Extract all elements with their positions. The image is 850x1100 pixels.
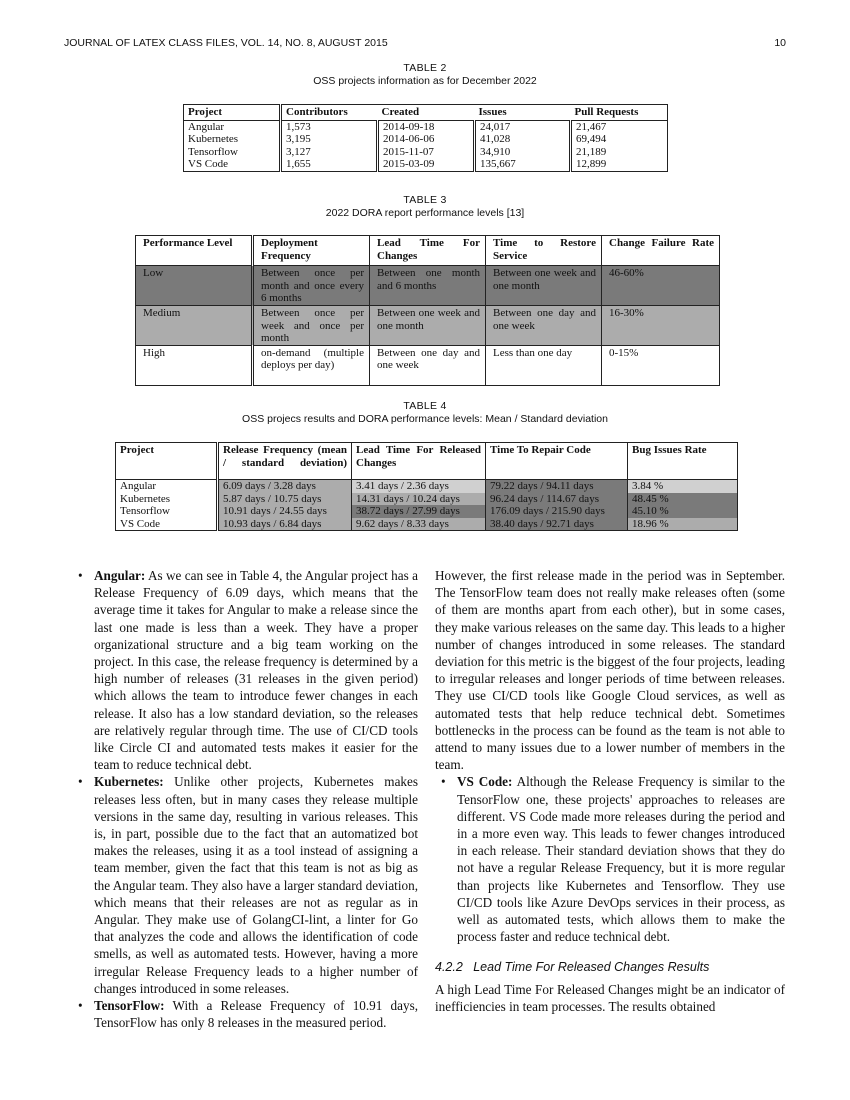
table-cell: 2014-09-18 bbox=[378, 120, 475, 133]
table4-col-time-to-repair: Time To Repair Code bbox=[486, 443, 628, 480]
table-cell: 2015-03-09 bbox=[378, 158, 475, 171]
table4 bbox=[115, 442, 738, 531]
table4-col-lead-time: Lead Time For Released Changes bbox=[352, 443, 486, 480]
table-cell: Angular bbox=[184, 120, 281, 133]
page-number: 10 bbox=[774, 37, 786, 49]
table-cell: 16-30% bbox=[602, 306, 720, 346]
table-cell: 21,189 bbox=[576, 145, 607, 158]
table-cell: High bbox=[136, 345, 253, 385]
table-cell: Kubernetes bbox=[184, 133, 281, 146]
table-cell: 1,655 bbox=[281, 158, 378, 171]
table-cell: 14.31 days / 10.24 days bbox=[352, 493, 486, 506]
table-cell: 10.91 days / 24.55 days bbox=[218, 505, 352, 518]
table-cell: 21,467 bbox=[571, 120, 668, 133]
table-cell: 34,910 bbox=[475, 146, 571, 159]
table4-col-project: Project bbox=[116, 443, 218, 480]
table2-col-created: Created bbox=[378, 105, 475, 121]
table4-title: OSS projecs results and DORA performance levels: Mean / Standard deviation bbox=[242, 413, 608, 425]
tensorflow-text: With a Release Frequency of 10.91 days, TensorFlow has only 8 releases in the measured period. bbox=[94, 998, 418, 1031]
table-cell: 45.10 % bbox=[628, 505, 738, 518]
table-cell: 176.09 days / 215.90 days bbox=[486, 505, 628, 518]
table3-col-time-to-restore: Time to Restore Service bbox=[486, 236, 602, 266]
table-cell: Low bbox=[136, 266, 253, 306]
list-item-vscode bbox=[441, 773, 785, 945]
table-cell: 3,127 bbox=[281, 146, 378, 159]
table-cell: 96.24 days / 114.67 days bbox=[486, 493, 628, 506]
table3-title: 2022 DORA report performance levels [13] bbox=[325, 207, 525, 219]
table-cell: 69,494 bbox=[576, 133, 607, 145]
angular-text: As we can see in Table 4, the Angular project has a Release Frequency of 6.09 days, which means that the average time it takes for Angular to make a release since the last one made is less than a week. They have a proper organizational structure and a big team working on the project. In this case, the release frequency is determined by a high number of releases (31 releases in the given period) which allows the team to introduce fewer changes in each release. It also has a low standard deviation, so the releases are relatively regular through time. The use of CI/CD tools like Circle CI and automated tests makes it easier for the team to reduce technical debt. bbox=[94, 568, 418, 773]
table4-col-release-frequency: Release Frequency (mean / standard deviation) bbox=[218, 443, 352, 480]
table-row bbox=[116, 505, 738, 518]
table-cell: 6.09 days / 3.28 days bbox=[218, 480, 352, 493]
table-cell: 79.22 days / 94.11 days bbox=[486, 480, 628, 493]
table4-caption bbox=[0, 400, 850, 426]
table-cell: Medium bbox=[136, 306, 253, 346]
tensorflow-term: TensorFlow: bbox=[94, 998, 165, 1014]
table-cell: 46-60% bbox=[602, 266, 720, 306]
table-cell: 2015-11-07 bbox=[378, 146, 475, 159]
table-cell: Angular bbox=[116, 480, 218, 493]
table2-title: OSS projects information as for December 2022 bbox=[313, 75, 537, 87]
table-cell: Tensorflow bbox=[184, 146, 281, 159]
table-cell: VS Code bbox=[116, 518, 218, 531]
table-cell: 9.62 days / 8.33 days bbox=[352, 518, 486, 531]
table-row bbox=[116, 493, 738, 506]
table-cell: 12,899 bbox=[576, 158, 607, 170]
table-cell: 48.45 % bbox=[628, 493, 738, 506]
table3-col-performance-level: Performance Level bbox=[136, 236, 253, 266]
table3-header-row bbox=[136, 236, 720, 266]
table2-col-pull-requests: Pull Requests bbox=[571, 105, 668, 121]
table-cell: 135,667 bbox=[475, 158, 571, 171]
table-row bbox=[184, 146, 668, 159]
table2-caption bbox=[0, 62, 850, 88]
vscode-text: Although the Release Frequency is similar to the TensorFlow one, these projects' approaches to releases are different. VS Code made more releases during the period and in a more even way. This leads to fewer changes introduced in each release. Their standard deviation shows that they do not have a regular Release Frequency, but it is more regular than projects like Kubernetes and Tensorflow. They use CI/CD tools like Azure DevOps services in their process, as well as automated tests, which allows them to make the process faster and reduce technical debt. bbox=[457, 774, 785, 945]
table-cell: Kubernetes bbox=[116, 493, 218, 506]
table2 bbox=[183, 104, 668, 172]
body-column-left bbox=[78, 567, 418, 1031]
tensorflow-continuation: However, the first release made in the period was in September. The TensorFlow team does not really make releases often (some of them are months apart from each other), but in some cases, they make various releases on the same day. This leads to a higher number of changes introduced in some releases. The standard deviation for this metric is the biggest of the four projects, leading to irregular releases and longer periods of time between releases. They use CI/CD tools like Google Cloud services, as well as automated tests that help reduce technical debt. Sometimes bottlenecks in the process can be found as the team is not able to attend to many issues due to a lower number of members in the team. bbox=[435, 568, 785, 773]
table-row bbox=[184, 133, 668, 146]
kubernetes-term: Kubernetes: bbox=[94, 774, 164, 790]
table-cell: Between one day and one week bbox=[486, 306, 602, 346]
table-cell: 2014-06-06 bbox=[378, 133, 475, 146]
table-cell: 5.87 days / 10.75 days bbox=[218, 493, 352, 506]
table-cell: VS Code bbox=[184, 158, 281, 171]
table-cell: 3.41 days / 2.36 days bbox=[352, 480, 486, 493]
table-cell: on-demand (multiple deploys per day) bbox=[253, 345, 370, 385]
table-cell: Between one month and 6 months bbox=[370, 266, 486, 306]
kubernetes-text: Unlike other projects, Kubernetes makes releases less often, but in many cases they release multiple versions in the same day, resulting in various releases. This is, in part, possible due to the fact that an automatized bot makes the releases, using it as a tool instead of assigning a team member, given the fact that this team is not as big as the Angular team. They also have a larger standard deviation, which means that their releases are not as regular as in Angular. They make use of GolangCI-lint, a linter for Go that analyzes the code and allows the identification of code smells, as well as automated tests. However, having a more irregular Release Frequency leads to a higher number of changes introduced in some releases. bbox=[94, 774, 418, 996]
table-cell: 38.72 days / 27.99 days bbox=[352, 505, 486, 518]
table3-col-change-failure-rate: Change Failure Rate bbox=[602, 236, 720, 266]
table-row bbox=[184, 158, 668, 171]
table-row bbox=[116, 518, 738, 531]
table4-label: TABLE 4 bbox=[403, 400, 447, 412]
table-cell: Between one week and one month bbox=[486, 266, 602, 306]
list-item-kubernetes bbox=[78, 773, 418, 997]
table-cell: Between one day and one week bbox=[370, 345, 486, 385]
journal-name: JOURNAL OF LATEX CLASS FILES, VOL. 14, NO. 8, AUGUST 2015 bbox=[64, 37, 388, 49]
table4-header-row bbox=[116, 443, 738, 480]
table-cell: 24,017 bbox=[475, 120, 571, 133]
table2-label: TABLE 2 bbox=[403, 62, 447, 74]
table2-col-project: Project bbox=[184, 105, 281, 121]
table2-col-contributors: Contributors bbox=[281, 105, 378, 121]
table-cell: 1,573 bbox=[281, 120, 378, 133]
running-header bbox=[64, 37, 786, 49]
table-cell: 0-15% bbox=[602, 345, 720, 385]
table-cell: 10.93 days / 6.84 days bbox=[218, 518, 352, 531]
body-column-right bbox=[435, 567, 785, 1015]
table-cell: 38.40 days / 92.71 days bbox=[486, 518, 628, 531]
table-cell: Less than one day bbox=[486, 345, 602, 385]
table-row bbox=[136, 345, 720, 385]
subsection-heading: 4.2.2 Lead Time For Released Changes Results bbox=[435, 960, 710, 975]
vscode-term: VS Code: bbox=[457, 774, 513, 790]
table-cell: 3,195 bbox=[281, 133, 378, 146]
angular-term: Angular: bbox=[94, 568, 146, 583]
table3-col-lead-time: Lead Time For Changes bbox=[370, 236, 486, 266]
list-item-angular bbox=[78, 567, 418, 773]
table3-caption bbox=[0, 194, 850, 220]
table2-col-issues: Issues bbox=[475, 105, 571, 121]
table-cell: Tensorflow bbox=[116, 505, 218, 518]
table-cell: Between once per week and once per month bbox=[253, 306, 370, 346]
table-row bbox=[116, 480, 738, 493]
table-row bbox=[136, 306, 720, 346]
table-cell: Between one week and one month bbox=[370, 306, 486, 346]
table2-header-row bbox=[184, 105, 668, 121]
list-item-tensorflow bbox=[78, 997, 418, 1031]
table3-label: TABLE 3 bbox=[403, 194, 447, 206]
table-cell: 18.96 % bbox=[628, 518, 738, 531]
table4-col-bug-issues-rate: Bug Issues Rate bbox=[628, 443, 738, 480]
table-row bbox=[184, 120, 668, 133]
table-row bbox=[136, 266, 720, 306]
table3 bbox=[135, 235, 720, 386]
table-cell: 3.84 % bbox=[628, 480, 738, 493]
table-cell: 41,028 bbox=[475, 133, 571, 146]
table3-col-deployment-frequency: Deployment Frequency bbox=[253, 236, 370, 266]
lead-time-paragraph: A high Lead Time For Released Changes might be an indicator of inefficiencies in team processes. The results obtained bbox=[435, 981, 785, 1014]
table-cell: Between once per month and once every 6 months bbox=[253, 266, 370, 306]
